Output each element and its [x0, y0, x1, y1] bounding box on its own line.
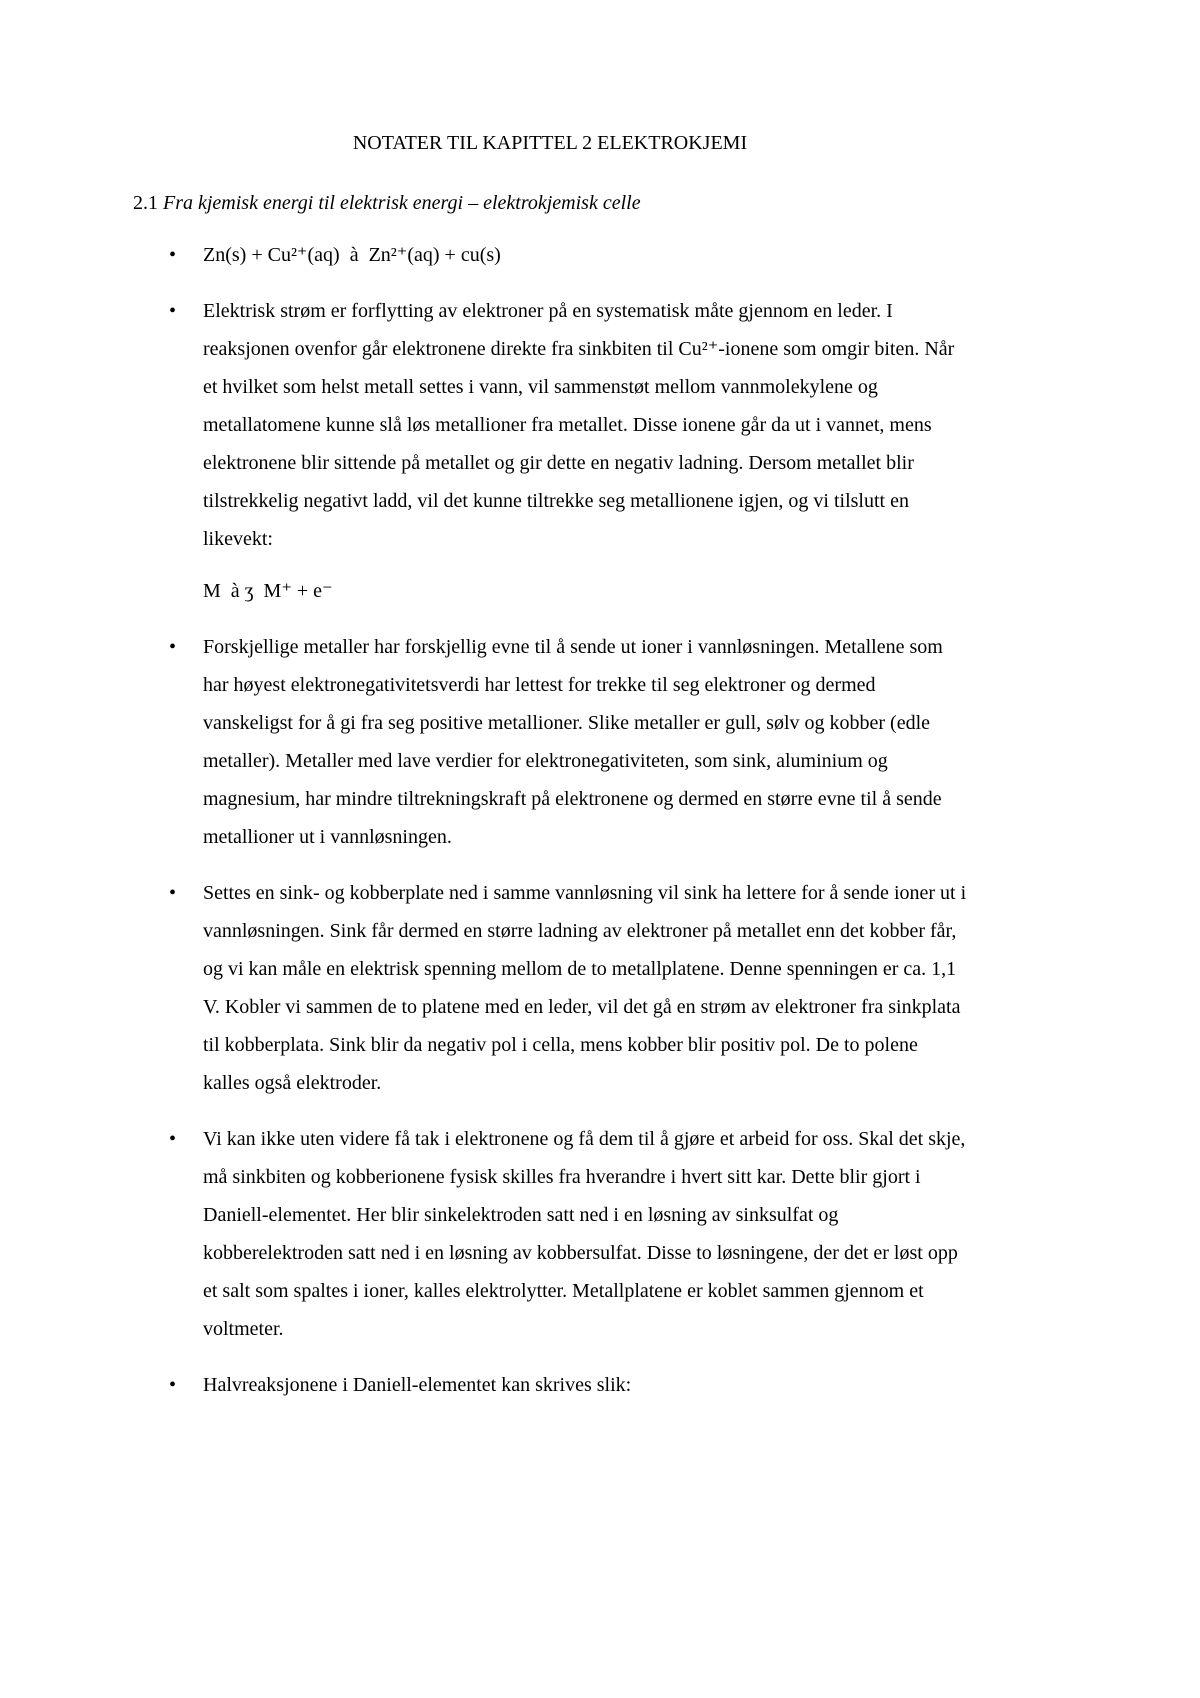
bullet-list — [133, 236, 972, 1404]
bullet-marker: • — [169, 636, 177, 658]
bullet-marker: • — [169, 244, 177, 266]
section-heading — [133, 184, 967, 222]
list-item — [133, 874, 972, 1102]
bullet-text: Vi kan ikke uten videre få tak i elektronene og få dem til å gjøre et arbeid for oss. Skal det skje, må sinkbiten og kobberionene fysisk skilles fra hverandre i hvert sitt kar. Dette blir gjort i Daniell-elementet. Her blir sinkelektroden satt ned i en løsning av sinksulfat og kobberelektroden satt ned i en løsning av kobbersulfat. Disse to løsningene, der det er løst opp et salt som spaltes i ioner, kalles elektrolytter. Metallplatene er koblet sammen gjennom et voltmeter. — [203, 1128, 971, 1340]
list-item — [133, 1366, 967, 1404]
equilibrium-equation: M à ʒ M⁺ + e⁻ — [203, 580, 333, 602]
list-item — [133, 628, 967, 856]
bullet-marker: • — [169, 1374, 177, 1396]
bullet-marker: • — [169, 882, 177, 904]
reaction-equation: Zn(s) + Cu²⁺(aq) à Zn²⁺(aq) + cu(s) — [203, 244, 501, 266]
bullet-text: Settes en sink- og kobberplate ned i samme vannløsning vil sink ha lettere for å sende ioner ut i vannløsningen. Sink får dermed en større ladning av elektroner på metallet enn det kobber får, og vi kan måle en elektrisk spenning mellom de to metallplatene. Denne spenningen er ca. 1,1 V. Kobler vi sammen de to platene med en leder, vil det gå en strøm av elektroner fra sinkplata til kobberplata. Sink blir da negativ pol i cella, mens kobber blir positiv pol. De to polene kalles også elektroder. — [203, 882, 972, 1094]
list-item — [133, 1120, 971, 1348]
bullet-text: Forskjellige metaller har forskjellig evne til å sende ut ioner i vannløsningen. Metallene som har høyest elektronegativitetsverdi har lettest for trekke til seg elektroner og dermed vanskeligst for å gi fra seg positive metallioner. Slike metaller er gull, sølv og kobber (edle metaller). Metaller med lave verdier for elektronegativiteten, som sink, aluminium og magnesium, har mindre tiltrekningskraft på elektronene og dermed en større evne til å sende metallioner ut i vannløsningen. — [203, 636, 948, 848]
section-number: 2.1 — [133, 192, 163, 214]
bullet-text: Elektrisk strøm er forflytting av elektroner på en systematisk måte gjennom en leder. I reaksjonen ovenfor går elektronene direkte fra sinkbiten til Cu²⁺-ionene som omgir biten. Når et hvilket som helst metall settes i vann, vil sammenstøt mellom vannmolekylene og metallatomene kunne slå løs metallioner fra metallet. Disse ionene går da ut i vannet, mens elektronene blir sittende på metallet og gir dette en negativ ladning. Dersom metallet blir tilstrekkelig negativt ladd, vil det kunne tiltrekke seg metallionene igjen, og vi tilslutt en likevekt: — [203, 300, 960, 550]
section-heading-text: Fra kjemisk energi til elektrisk energi – elektrokjemisk celle — [163, 192, 641, 214]
bullet-text: Halvreaksjonene i Daniell-elementet kan skrives slik: — [203, 1374, 632, 1396]
list-item — [133, 292, 967, 610]
list-item — [133, 236, 967, 274]
document-title: NOTATER TIL KAPITTEL 2 ELEKTROKJEMI — [352, 132, 748, 154]
bullet-marker: • — [169, 1128, 177, 1150]
bullet-marker: • — [169, 300, 177, 322]
